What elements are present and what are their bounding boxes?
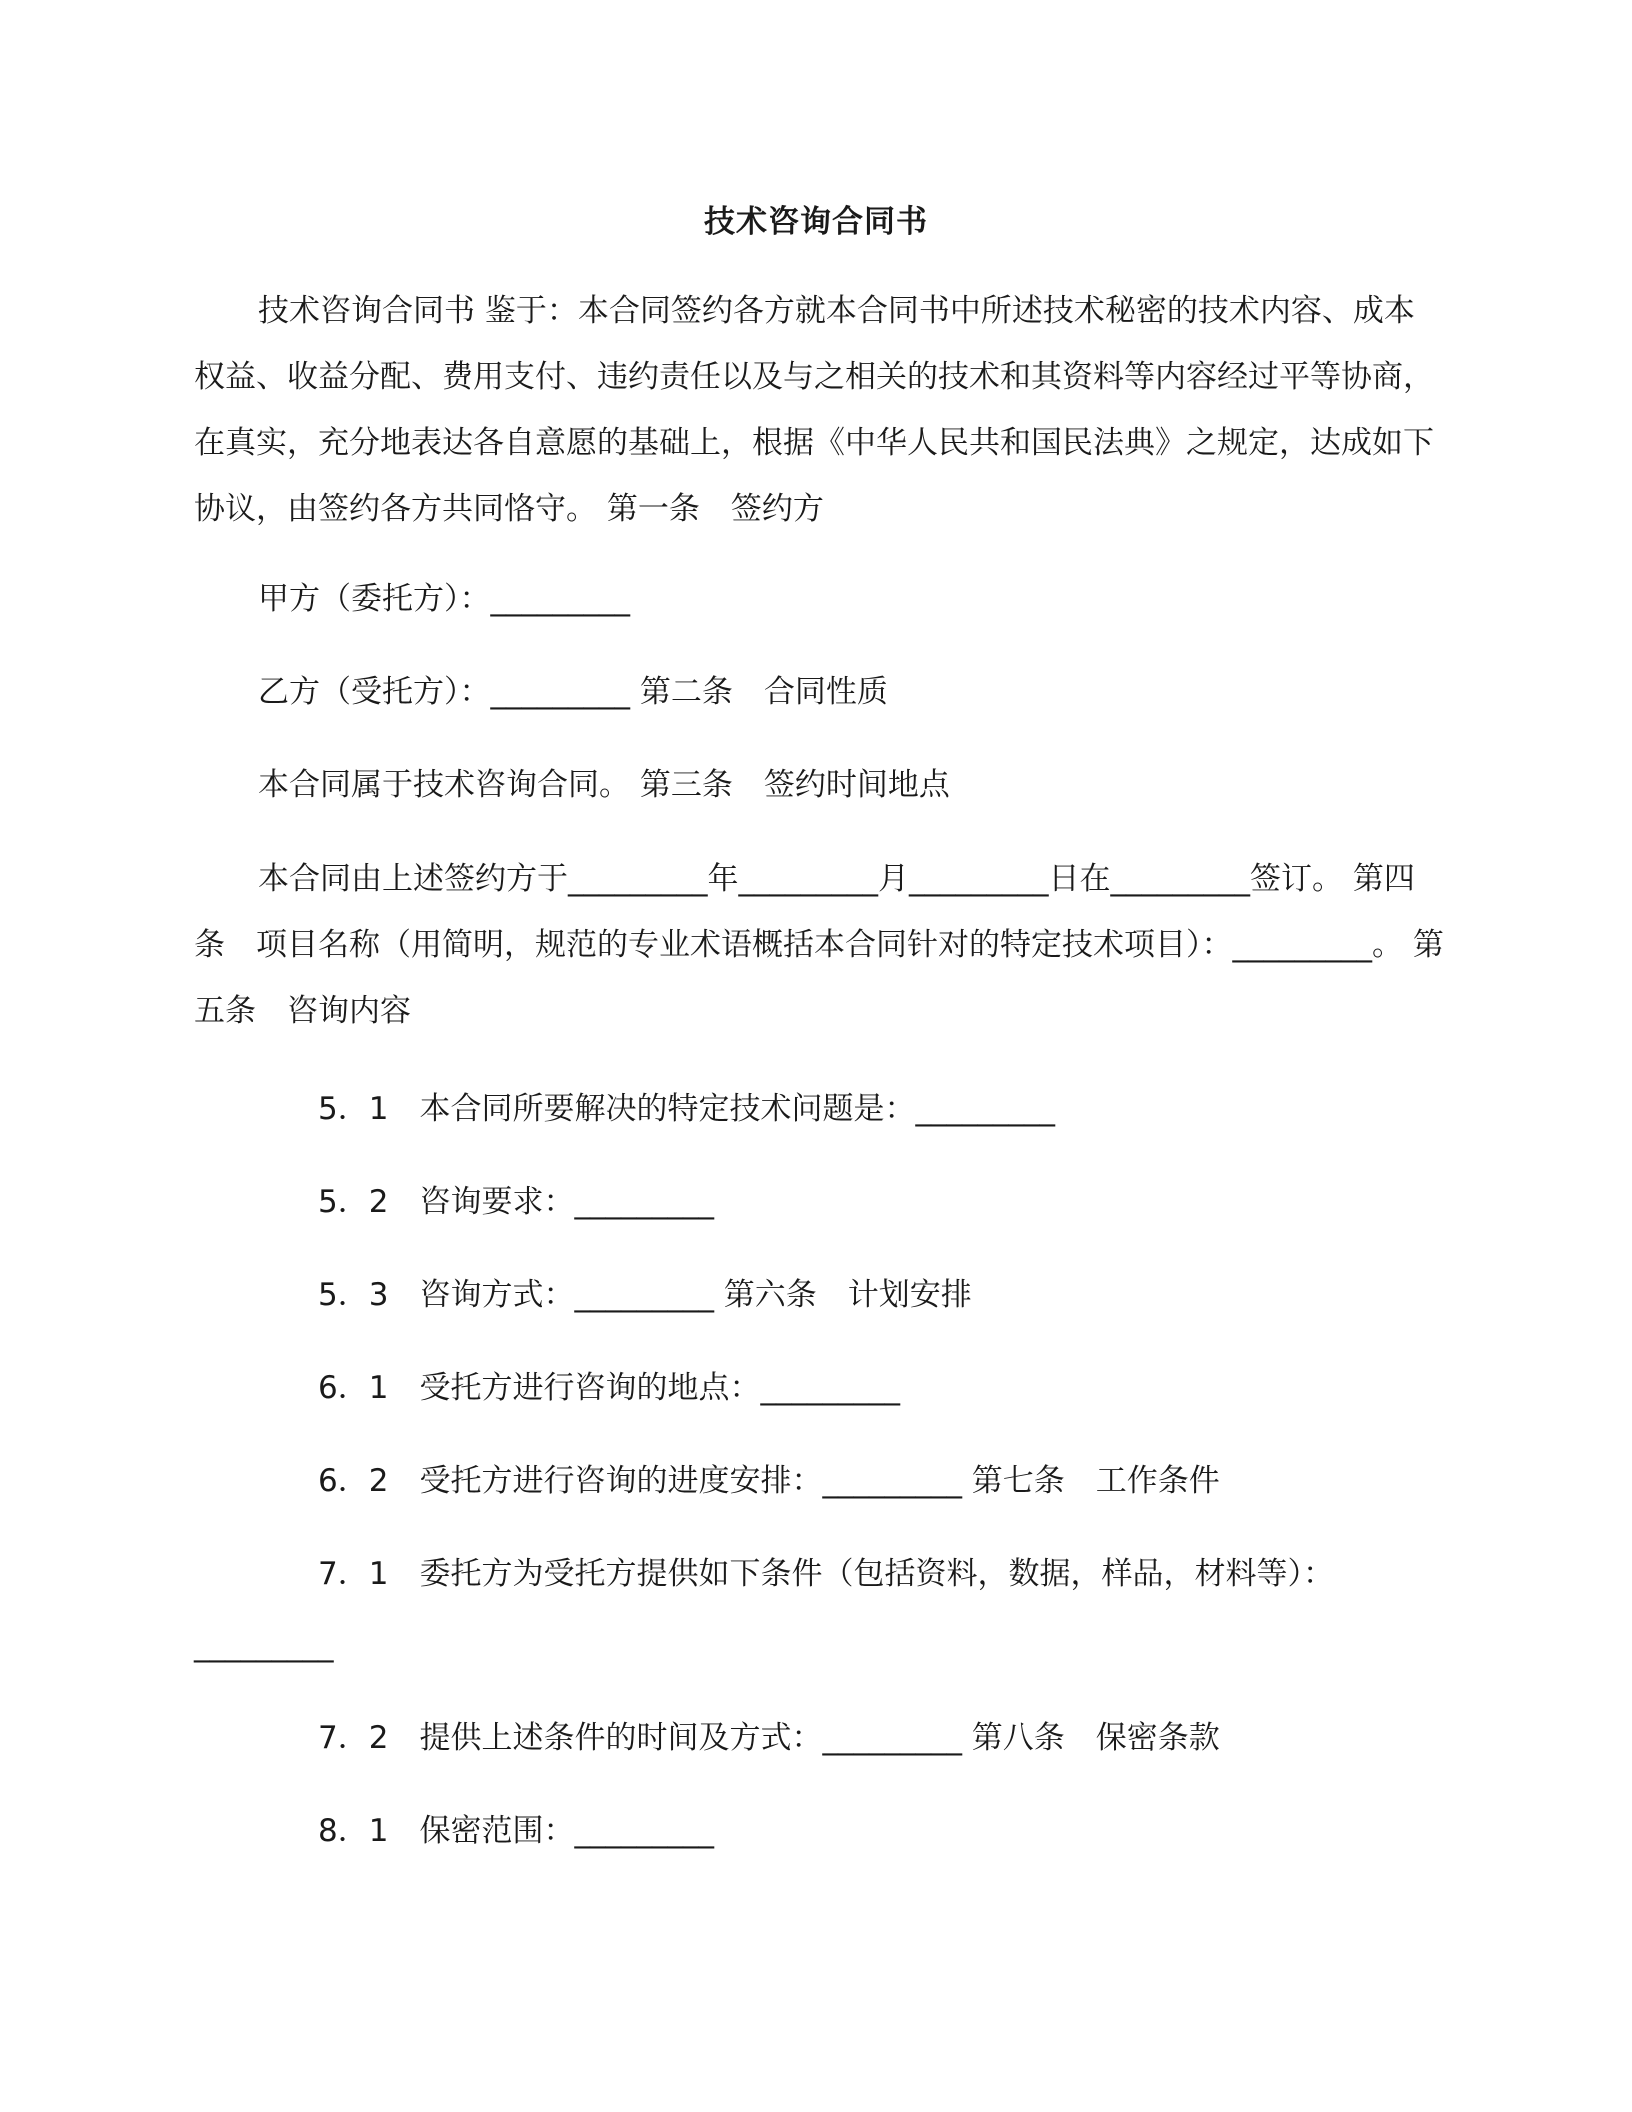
clause-6-1: 6．1 受托方进行咨询的地点：_________ xyxy=(318,1370,900,1406)
contract-nature-line: 本合同属于技术咨询合同。 第三条 签约时间地点 xyxy=(258,767,950,803)
party-a-line: 甲方（委托方）：_________ xyxy=(258,581,630,617)
clause-7-2: 7．2 提供上述条件的时间及方式：_________ 第八条 保密条款 xyxy=(318,1720,1220,1756)
clause-5-3: 5．3 咨询方式：_________ 第六条 计划安排 xyxy=(318,1277,972,1313)
clause-7-1: 7．1 委托方为受托方提供如下条件（包括资料，数据，样品，材料等）： xyxy=(318,1556,1334,1592)
clause-7-1-blank: _________ xyxy=(194,1627,334,1663)
document-title: 技术咨询合同书 xyxy=(704,204,928,240)
party-b-line: 乙方（受托方）：_________ 第二条 合同性质 xyxy=(258,674,888,710)
clause-5-2: 5．2 咨询要求：_________ xyxy=(318,1184,714,1220)
clause-8-1: 8．1 保密范围：_________ xyxy=(318,1813,714,1849)
clause-6-2: 6．2 受托方进行咨询的进度安排：_________ 第七条 工作条件 xyxy=(318,1463,1220,1499)
clause-5-1: 5．1 本合同所要解决的特定技术问题是：_________ xyxy=(318,1091,1055,1127)
intro-paragraph: 技术咨询合同书 鉴于：本合同签约各方就本合同书中所述技术秘密的技术内容、成本权益、收益分配、费用支付、违约责任以及与之相关的技术和其资料等内容经过平等协商，在真实，充分地表达各自意愿的基础上，根据《中华人民共和国民法典》之规定，达成如下协议，由签约各方共同恪守。 第一条 签约方 xyxy=(194,293,1434,527)
time-place-paragraph: 本合同由上述签约方于_________年_________月_________日在_________签订。 第四条 项目名称（用简明，规范的专业术语概括本合同针对的特定技术项目）：_________。 第五条 咨询内容 xyxy=(194,861,1444,1029)
